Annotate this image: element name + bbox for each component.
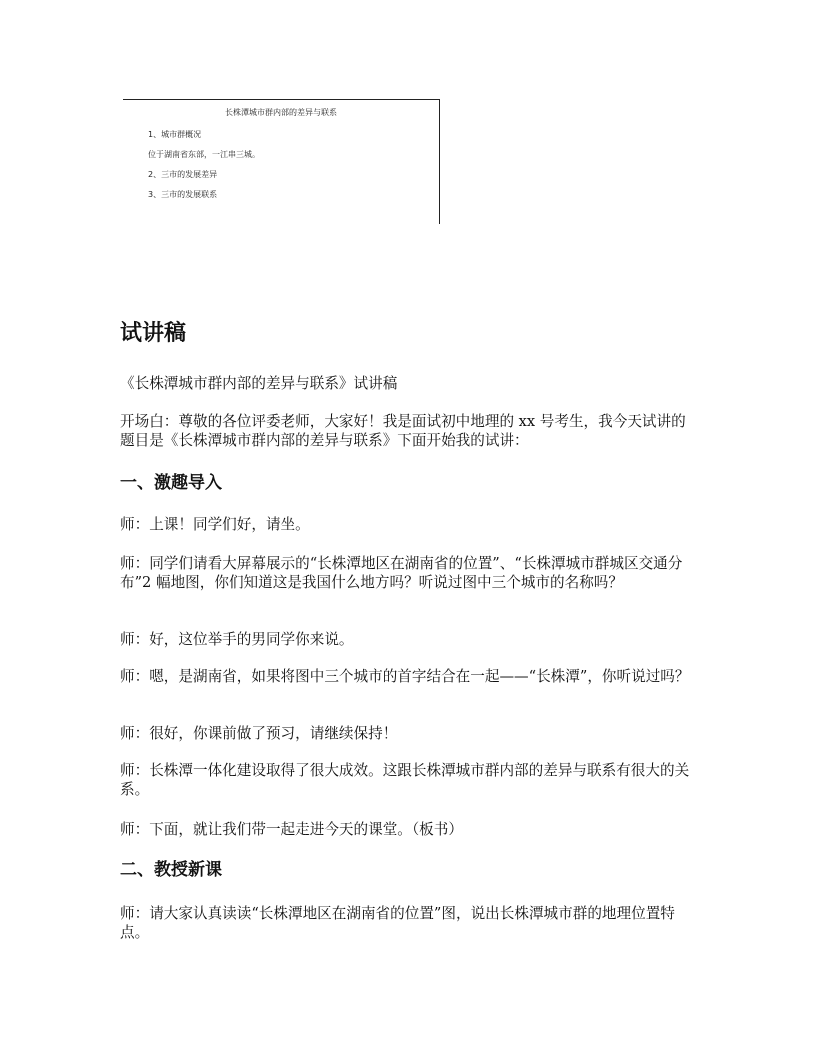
blackboard-outline <box>123 99 440 224</box>
document-title: 试讲稿 <box>120 320 187 346</box>
section1-heading: 一、激趣导入 <box>120 473 222 493</box>
section2-paragraph-1: 师：请大家认真读读“长株潭地区在湖南省的位置”图，说出长株潭城市群的地理位置特点。 <box>120 905 675 941</box>
board-title: 长株潭城市群内部的差异与联系 <box>225 108 337 117</box>
section1-paragraph-6: 师：长株潭一体化建设取得了很大成效。这跟长株潭城市群内部的差异与联系有很大的关系。 <box>120 762 690 798</box>
section2-heading: 二、教授新课 <box>120 860 222 880</box>
section1-paragraph-1: 师：上课！同学们好，请坐。 <box>120 516 310 533</box>
board-line-2: 位于湖南省东部，一江串三城。 <box>148 150 260 159</box>
board-line-3: 2、三市的发展差异 <box>148 170 218 179</box>
section1-paragraph-7: 师：下面，就让我们带一起走进今天的课堂。（板书） <box>120 821 463 838</box>
opening-paragraph: 开场白：尊敬的各位评委老师，大家好！我是面试初中地理的 xx 号考生，我今天试讲的题目是《长株潭城市群内部的差异与联系》下面开始我的试讲： <box>120 413 686 449</box>
board-line-4: 3、三市的发展联系 <box>148 190 218 199</box>
section1-paragraph-3: 师：好，这位举手的男同学你来说。 <box>120 631 354 648</box>
section1-paragraph-5: 师：很好，你课前做了预习，请继续保持！ <box>120 725 398 742</box>
section1-paragraph-4: 师：嗯，是湖南省，如果将图中三个城市的首字结合在一起——“长株潭”，你听说过吗？ <box>120 668 690 685</box>
section1-paragraph-2: 师：同学们请看大屏幕展示的“长株潭地区在湖南省的位置”、“长株潭城市群城区交通分布”2 幅地图，你们知道这是我国什么地方吗？听说过图中三个城市的名称吗？ <box>120 555 683 591</box>
board-line-1: 1、城市群概况 <box>148 130 202 139</box>
document-subtitle: 《长株潭城市群内部的差异与联系》试讲稿 <box>120 375 398 392</box>
